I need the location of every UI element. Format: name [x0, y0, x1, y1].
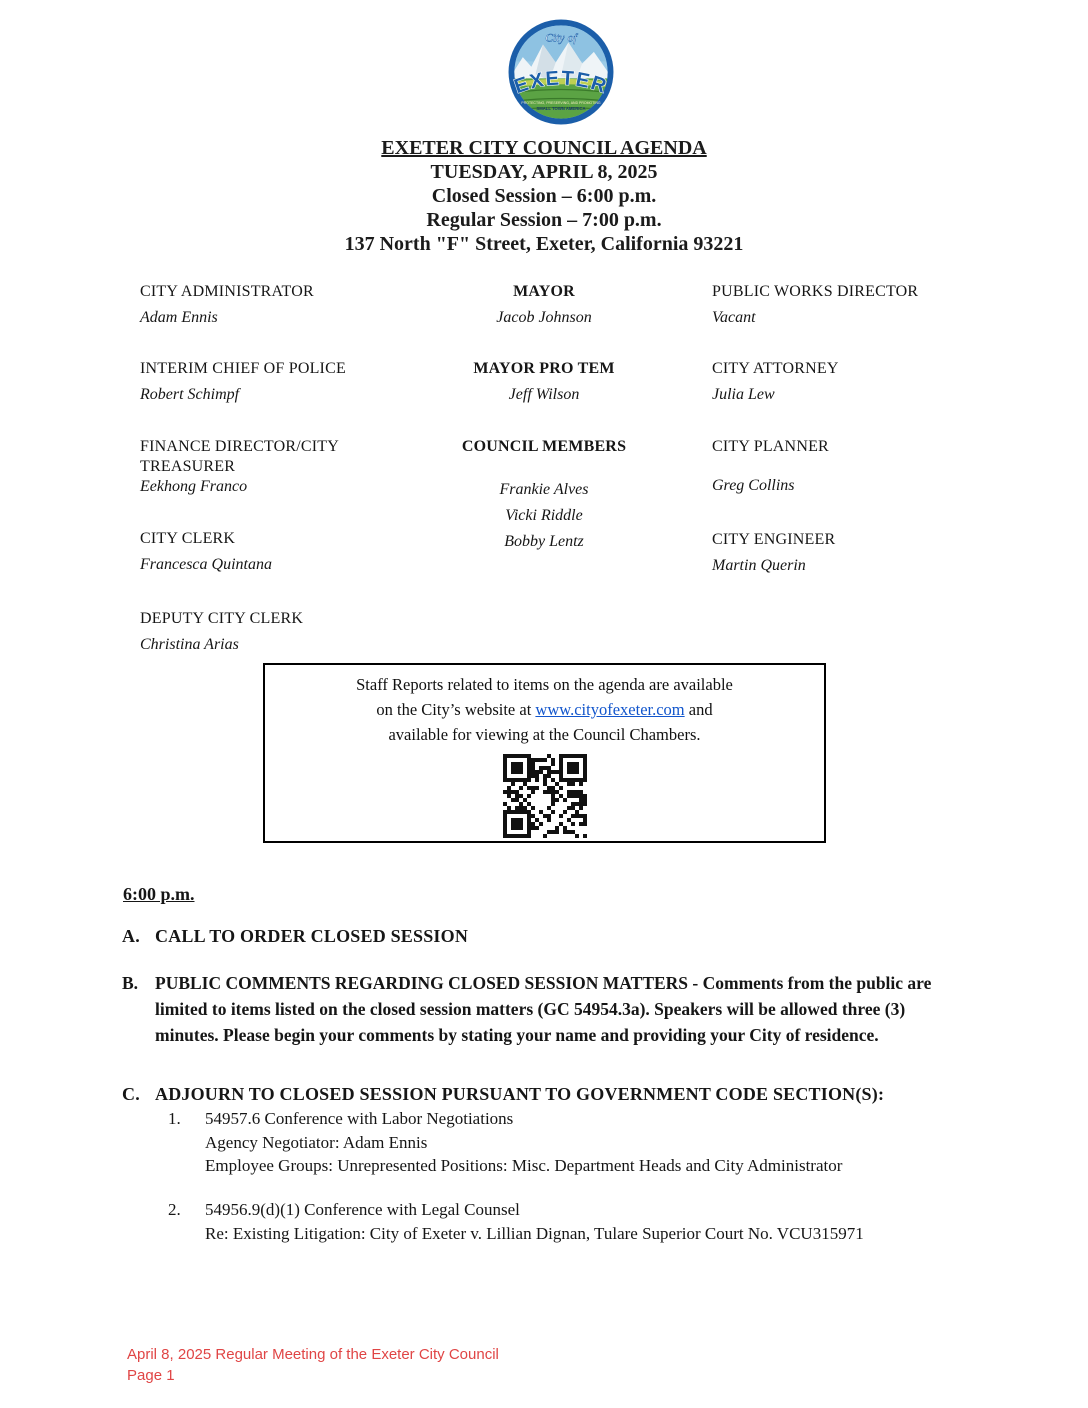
closed-session-item-1: [168, 1107, 1005, 1178]
item-letter: B.: [122, 973, 139, 993]
meeting-address: 137 North "F" Street, Exeter, California 93221: [344, 233, 744, 255]
meeting-date: TUESDAY, APRIL 8, 2025: [430, 161, 658, 183]
official-title: CITY ADMINISTRATOR: [140, 283, 314, 300]
staff-reports-notice-box: [263, 663, 826, 843]
official-title: FINANCE DIRECTOR/CITY TREASURER: [140, 438, 339, 475]
city-seal-icon: [508, 19, 614, 125]
official-name: Jeff Wilson: [508, 386, 580, 403]
official-name: Julia Lew: [712, 386, 775, 403]
notice-line-2-prefix: on the City’s website at: [376, 700, 532, 719]
sub-item-text: [205, 1107, 1005, 1178]
seal-tagline-2: SMALL TOWN AMERICA: [536, 106, 586, 112]
official-title: MAYOR PRO TEM: [473, 360, 615, 377]
regular-session-time: Regular Session – 7:00 p.m.: [426, 209, 662, 231]
agenda-item-c: [122, 1084, 884, 1105]
official-name: Jacob Johnson: [496, 309, 592, 326]
official-deputy-city-clerk: [140, 609, 440, 655]
title-block: [0, 136, 1088, 256]
official-name: Robert Schimpf: [140, 386, 240, 403]
council-member: Vicki Riddle: [505, 507, 583, 524]
closed-session-time: Closed Session – 6:00 p.m.: [431, 185, 657, 207]
official-title: MAYOR: [513, 283, 575, 300]
official-city-planner: [712, 437, 1012, 496]
sub-item-line: Agency Negotiator: Adam Ennis: [205, 1132, 428, 1152]
official-title: INTERIM CHIEF OF POLICE: [140, 360, 346, 377]
notice-line-2-suffix: and: [688, 700, 713, 719]
seal-city-of-text: City of: [545, 31, 577, 45]
official-title: COUNCIL MEMBERS: [461, 438, 627, 455]
city-website-link[interactable]: www.cityofexeter.com: [535, 700, 685, 719]
seal-exeter-text: EXETER: [511, 67, 611, 99]
session-time-heading: 6:00 p.m.: [123, 884, 195, 904]
official-name: Eekhong Franco: [140, 478, 248, 495]
footer-page-number: Page 1: [127, 1367, 175, 1384]
official-city-engineer: [712, 530, 1012, 576]
official-finance-director: [140, 437, 372, 497]
notice-line-1: Staff Reports related to items on the agenda are available: [356, 675, 733, 694]
footer-meeting-line: April 8, 2025 Regular Meeting of the Exeter City Council: [127, 1346, 499, 1363]
official-title: PUBLIC WORKS DIRECTOR: [712, 283, 919, 300]
agenda-item-b: [122, 970, 967, 1048]
sub-item-line: Employee Groups: Unrepresented Positions: Misc. Department Heads and City Administrator: [205, 1156, 843, 1175]
item-letter: C.: [122, 1084, 140, 1104]
official-mayor-pro-tem: [394, 359, 694, 405]
item-text: PUBLIC COMMENTS REGARDING CLOSED SESSION MATTERS - Comments from the public are limited to items listed on the closed session matters (GC 54954.3a). Speakers will be allowed three (3) minutes. Please begin your comments by stating your name and providing your City of residence.: [155, 973, 932, 1045]
official-name: Adam Ennis: [140, 309, 218, 326]
closed-session-item-2: [168, 1198, 1005, 1245]
official-title: CITY ATTORNEY: [712, 360, 839, 377]
official-public-works-director: [712, 282, 1012, 328]
official-city-attorney: [712, 359, 1012, 405]
sub-item-number: 1.: [168, 1109, 181, 1128]
official-name: Martin Querin: [712, 557, 806, 574]
official-mayor: [394, 282, 694, 328]
seal-tagline-1: PROTECTING, PRESERVING, AND PROMOTING: [521, 100, 601, 105]
council-member: Bobby Lentz: [504, 533, 584, 550]
official-council-members: [394, 437, 694, 555]
notice-line-2: [265, 697, 824, 722]
sub-item-line: 54957.6 Conference with Labor Negotiations: [205, 1109, 514, 1128]
sub-item-number: 2.: [168, 1200, 181, 1219]
qr-code: [503, 754, 587, 838]
council-member-names: [394, 477, 694, 555]
page-title: EXETER CITY COUNCIL AGENDA: [381, 137, 707, 159]
sub-item-text: [205, 1198, 1005, 1245]
official-title: DEPUTY CITY CLERK: [140, 610, 304, 627]
official-title: CITY CLERK: [140, 530, 236, 547]
agenda-item-a: [122, 926, 468, 947]
official-title: CITY PLANNER: [712, 438, 829, 455]
item-title: CALL TO ORDER CLOSED SESSION: [155, 926, 469, 946]
item-letter: A.: [122, 926, 140, 946]
official-name: Francesca Quintana: [140, 556, 272, 573]
page-footer: [127, 1344, 499, 1386]
council-member: Frankie Alves: [499, 481, 589, 498]
official-name: Greg Collins: [712, 477, 795, 494]
sub-item-line: Re: Existing Litigation: City of Exeter v. Lillian Dignan, Tulare Superior Court No. VCU315971: [205, 1223, 864, 1243]
official-title: CITY ENGINEER: [712, 531, 836, 548]
sub-item-line: 54956.9(d)(1) Conference with Legal Counsel: [205, 1200, 520, 1219]
official-name: Vacant: [712, 309, 756, 326]
city-of-exeter-logo: [508, 19, 614, 125]
notice-line-3: available for viewing at the Council Chambers.: [388, 725, 701, 744]
official-name: Christina Arias: [140, 636, 239, 653]
item-title: ADJOURN TO CLOSED SESSION PURSUANT TO GOVERNMENT CODE SECTION(S):: [155, 1084, 885, 1104]
